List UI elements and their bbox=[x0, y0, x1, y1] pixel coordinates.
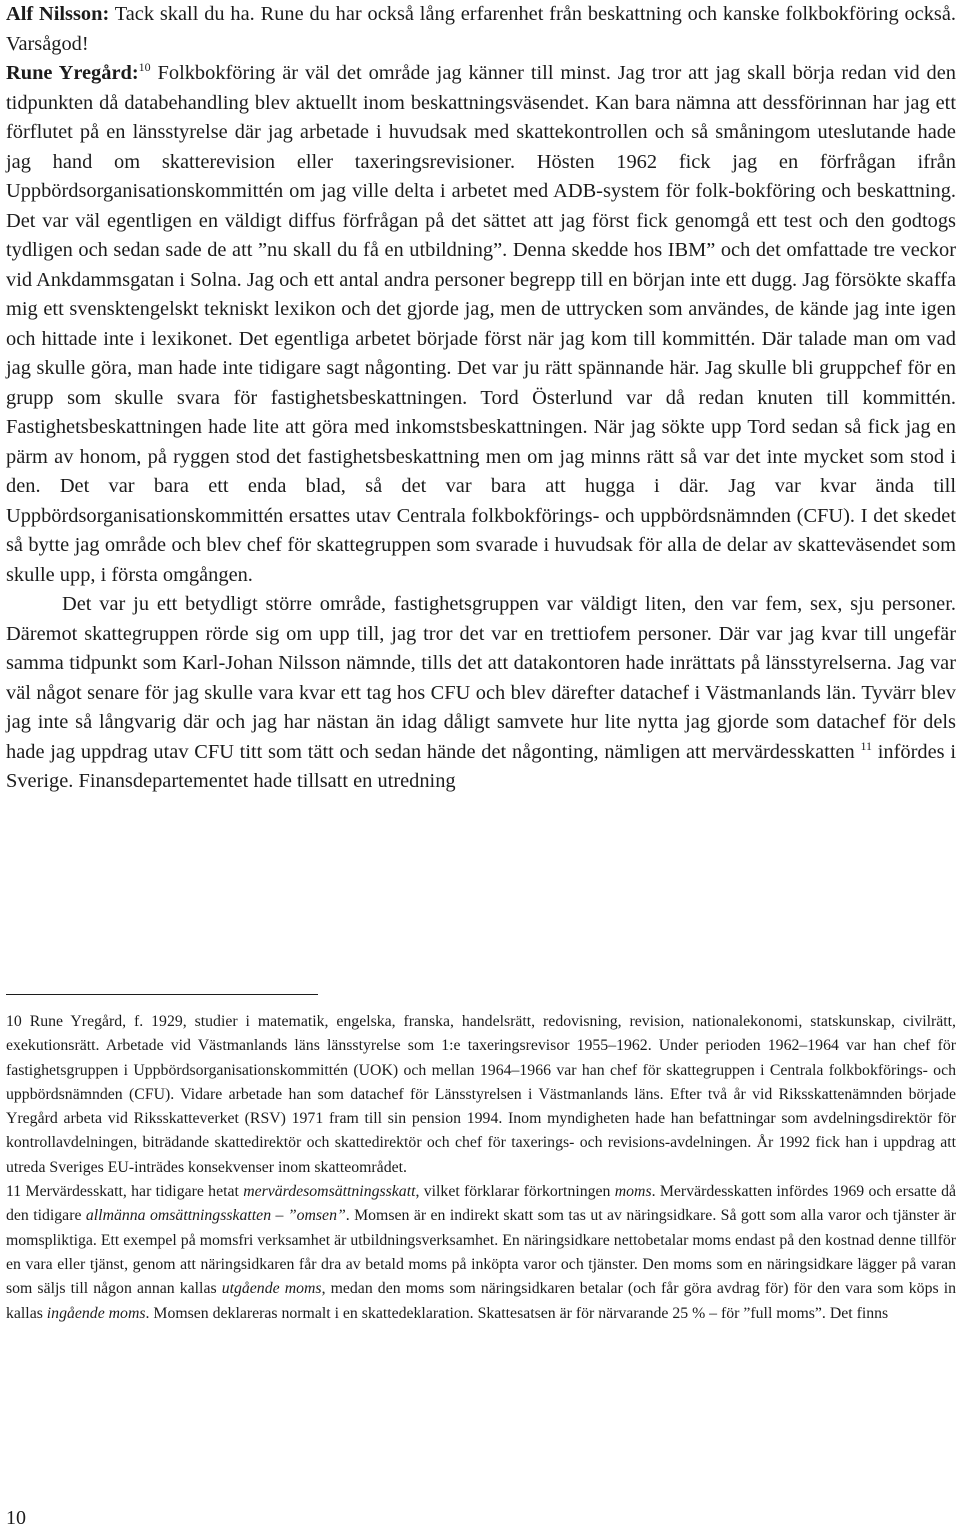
paragraph-text: Det var ju ett betydligt större område, fastighetsgruppen var väldigt liten, den var fem, sex, sju personer. Däremot skattegruppen rörde sig om upp till, jag tror det var en trettiofem personer. Där var jag kvar till ungefär samma tidpunkt som Karl-Johan Nilsson nämnde, tills det att datakontoren hade inrättats på länsstyrelserna. Jag var väl något senare för jag skulle vara kvar ett tag hos CFU och blev därefter datachef i Västmanlands län. Tyvärr blev jag inte så långvarig där och jag har nästan än idag dåligt samvete hur lite nytta jag gjorde som datachef för dels hade jag uppdrag utav CFU titt som tätt och sedan hände det någonting, nämligen att mervärdesskatten bbox=[6, 593, 956, 763]
footnote-text: . Momsen deklareras normalt i en skattedeklaration. Skattesatsen är för närvarande 25 % – för ”full moms”. Det finns bbox=[145, 1304, 889, 1322]
paragraph-text: Tack skall du ha. Rune du har också lång erfarenhet från beskattning och kanske folkbokföring också. Varsågod! bbox=[6, 3, 956, 55]
footnote-italic-term: mervärdesomsättningsskatt bbox=[243, 1183, 416, 1201]
paragraph-text: Folkbokföring är väl det område jag känner till minst. Jag tror att jag skall börja redan vid den tidpunkten då databehandling blev aktuellt inom beskattningsväsendet. Kan bara nämna att dessförinnan har jag ett förflutet på en länsstyrelse där jag arbetade i huvudsak med skattekontrollen och så småningom uteslutande hade jag hand om skatterevision eller taxeringsrevisioner. Hösten 1962 fick jag en förfrågan ifrån Uppbördsorganisationskommittén om jag ville delta i arbetet med ADB-system för folk-bokföring och beskattning. Det var väl egentligen en väldigt diffus förfrågan på det sättet att jag först fick genomgå ett test och den godtogs tydligen och sedan sade de att ”nu skall du få en utbildning”. Denna skedde hos IBM” och det omfattade tre veckor vid Ankdammsgatan i Solna. Jag och ett antal andra personer begrepp till en början inte ett dugg. Jag försökte skaffa mig ett svensktengelskt tekniskt lexikon och det gjorde jag, men de uttrycken som användes, de kände jag inte igen och hittade inte i lexikonet. Det egentliga arbetet började först när jag kom till kommittén. Där talade man om vad jag skulle göra, man hade inte tidigare sagt någonting. Det var ju rätt spännande här. Jag skulle bli gruppchef för en grupp som skulle svara för fastighetsbeskattningen. Tord Österlund var då redan knuten till kommittén. Fastighetsbeskattningen hade lite att göra med inkomstsbeskattningen. När jag sökte upp Tord sedan så fick jag en pärm av honom, på ryggen stod det fastighetsbeskattning men om jag minns rätt så var det inte mycket som stod i den. Det var bara ett enda blad, så det var bara att hugga i där. Jag var kvar ända till Uppbördsorganisationskommittén ersattes utav Centrala folkbokförings- och uppbördsnämnden (CFU). I det skedet så bytte jag område och blev chef för skattegruppen som svarade i huvudsak för alla de delar av skatteväsendet som skulle upp, i första omgången. bbox=[6, 62, 957, 586]
footnote-text: . Momsen är en indirekt skatt som tas ut av näringsidkare. Så gott som alla varor och tjänster är momspliktiga. Ett exempel på momsfri verksamhet är utbildningsverksamhet. En näringsidkare nettobetalar moms endast på den kostnad denne tillför en vara eller tjänst, genom att näringsidkaren får dra av betald moms på inköpta varor och tjänster. Den moms som en näringsidkare lägger på varan som säljs till någon annan kallas bbox=[6, 1207, 956, 1298]
footnote-text: , medan den moms som näringsidkaren betalar (och får göra avdrag för) för den vara som köps in kallas bbox=[6, 1280, 956, 1322]
document-page bbox=[6, 0, 957, 1529]
footnote-italic-term: moms bbox=[614, 1183, 652, 1201]
speaker-name: Alf Nilsson: bbox=[6, 3, 110, 25]
paragraph-rune-yregard bbox=[6, 59, 956, 590]
footnote-text: Mervärdesskatt, har tidigare hetat bbox=[21, 1183, 244, 1201]
main-text bbox=[6, 0, 956, 797]
paragraph-text: infördes i Sverige. Finansdepartementet hade tillsatt en utredning bbox=[6, 740, 956, 792]
footnote-italic-term: allmänna omsättningsskatten – ”omsen” bbox=[85, 1207, 346, 1225]
footnotes bbox=[6, 1010, 956, 1326]
footnote-11 bbox=[6, 1180, 956, 1326]
paragraph-alf-nilsson bbox=[6, 0, 956, 59]
page-number: 10 bbox=[6, 1507, 26, 1529]
footnote-10 bbox=[6, 1010, 956, 1180]
footnote-text: , vilket förklarar förkortningen bbox=[415, 1183, 615, 1201]
footnote-italic-term: utgående moms bbox=[221, 1280, 322, 1298]
paragraph-continued bbox=[6, 590, 956, 797]
footnote-ref-11[interactable]: 11 bbox=[860, 738, 873, 753]
speaker-name: Rune Yregård: bbox=[6, 62, 139, 84]
footnote-ref-10[interactable]: 10 bbox=[138, 60, 151, 75]
footnote-italic-term: ingående moms bbox=[46, 1304, 146, 1322]
footnote-divider bbox=[6, 994, 318, 995]
footnote-number: 11 bbox=[6, 1183, 22, 1201]
footnote-number: 10 bbox=[6, 1013, 22, 1030]
footnote-text: . Mervärdesskatten infördes 1969 och ersatte då den tidigare bbox=[6, 1183, 956, 1225]
footnote-text: Rune Yregård, f. 1929, studier i matematik, engelska, franska, handelsrätt, redovisning, revision, nationalekonomi, statskunskap, civilrätt, exekutionsrätt. Arbetade vid Västmanlands läns länsstyrelse som 1:e taxeringsrevisor 1955–1962. Under perioden 1962–1964 var han chef för fastighetsgruppen i Uppbördsorganisationskommittén (UOK) och mellan 1964–1966 var han chef för skattegruppen i Centrala folkbokförings- och uppbördsnämnden (CFU). Vidare arbetade han som datachef för Länsstyrelsen i Västmanlands läns. Efter två år vid Riksskattenämnden började Yregård arbeta vid Riksskatteverket (RSV) 1971 fram till sin pension 1994. Inom myndigheten hade han befattningar som avdelningsdirektör för kontrollavdelningen, biträdande skattedirektör och skattedirektör och chef för taxerings- och revisions-avdelningen. År 1992 fick han i uppdrag att utreda Sveriges EU-inträdes konsekvenser inom skatteområdet. bbox=[6, 1013, 956, 1176]
